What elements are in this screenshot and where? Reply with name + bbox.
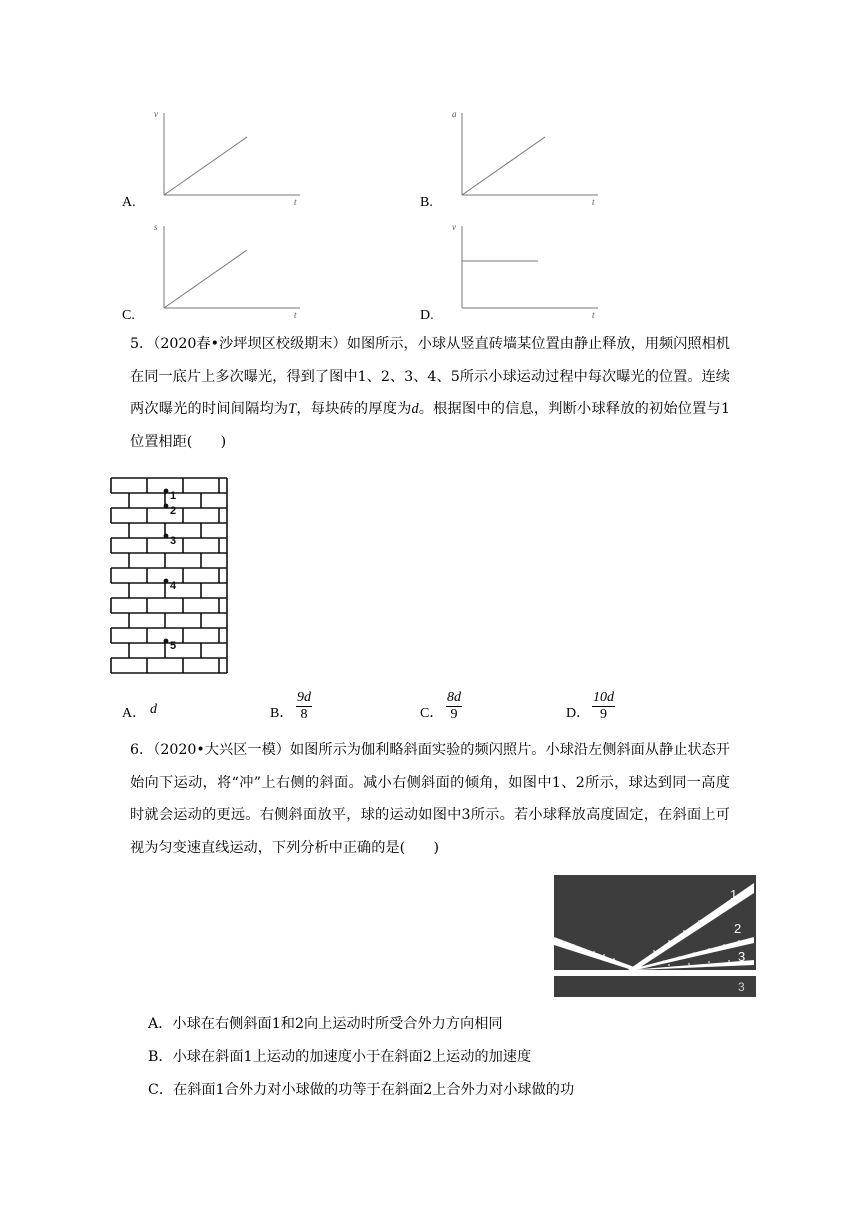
flat-label-3: 3 [738,980,745,994]
question-5-text [130,328,730,458]
question-6-text [130,734,730,864]
question-text-1: 如图所示，小球从竖直砖墙某位置由静止释放，用频闪照相机在同一底片上多次曝光，得到了图中1、2、3、4、5所示小球运动过程中每次曝光的位置。连续两次曝光的时间间隔均为 [130,336,730,417]
ball-label-4: 4 [170,580,177,592]
q4-graph-b[interactable] [420,105,610,210]
y-axis-label: v [452,222,456,232]
x-axis-label: t [592,197,595,207]
slope-label-1: 1 [730,887,738,902]
incline-photo [554,875,756,1001]
option-letter: B. [420,195,433,210]
slope-label-2: 2 [734,921,742,936]
q5-option-d-letter[interactable]: D． [566,706,591,721]
slope-label-3: 3 [738,949,746,964]
q4-graph-a[interactable] [122,105,312,210]
question-number: 5． [130,336,154,352]
q5-option-d-fraction[interactable]: $\frac{10d}{9}$ [593,690,614,722]
brick-wall [108,476,230,676]
ball-position-3 [164,534,169,539]
y-axis-label: s [154,222,158,232]
question-text: 如图所示为伽利略斜面实验的频闪照片。小球沿左侧斜面从静止状态开始向下运动，将“冲”上右侧的斜面。减小右侧斜面的倾角，如图中1、2所示，球达到同一高度时就会运动的更远。右侧斜面放平，球的运动如图中3所示。若小球释放高度固定，在斜面上可视为匀变速直线运动，下列分析中正确的是( ) [130,742,730,856]
ball-label-2: 2 [170,505,177,517]
s-t-graph [152,218,312,323]
q4-graph-d[interactable] [420,218,610,323]
ball-position-1 [164,489,169,494]
y-axis-label: a [452,109,457,119]
var-d: d [411,401,419,417]
question-source: （2020春•沙坪坝区校级期末） [153,336,347,352]
option-letter: A. [122,195,136,210]
option-letter: D. [420,308,434,323]
question-number: 6． [130,742,154,758]
x-axis-label: t [592,310,595,320]
ball-label-3: 3 [170,535,177,547]
q6-choice-b[interactable]: B．小球在斜面1上运动的加速度小于在斜面2上运动的加速度 [148,1049,532,1065]
question-text-2: ，每块砖的厚度为 [296,401,412,417]
x-axis-label: t [294,197,297,207]
var-t: T [288,401,297,417]
q5-option-c-letter[interactable]: C． [420,706,444,721]
question-source: （2020•大兴区一模） [153,742,290,758]
ball-position-2 [164,504,169,509]
q5-option-a-letter[interactable]: A． [122,706,147,721]
question-text-3: 。根据图中的信息，判断小球释放的初始位置与1位置相距( ) [130,401,730,450]
incline-photo-svg [554,875,756,997]
q5-option-b-letter[interactable]: B． [270,706,294,721]
q6-choice-a[interactable]: A．小球在右侧斜面1和2向上运动时所受合外力方向相同 [148,1016,503,1032]
ball-label-5: 5 [170,640,177,652]
ball-position-5 [164,639,169,644]
ball-label-1: 1 [170,490,177,502]
option-letter: C. [122,308,135,323]
q5-option-b-fraction[interactable]: $\frac{9d}{8}$ [297,690,311,722]
q5-option-c-fraction[interactable]: $\frac{8d}{9}$ [447,690,461,722]
y-axis-label: v [154,109,158,119]
v-t-constant-graph [450,218,610,323]
a-t-graph [450,105,610,210]
q4-graph-c[interactable] [122,218,312,323]
brick-wall-figure [108,476,230,680]
q6-choice-c[interactable]: C．在斜面1合外力对小球做的功等于在斜面2上合外力对小球做的功 [148,1082,575,1098]
x-axis-label: t [294,310,297,320]
v-t-graph [152,105,312,210]
ball-position-4 [164,579,169,584]
q5-option-a-value[interactable]: d [150,702,157,717]
